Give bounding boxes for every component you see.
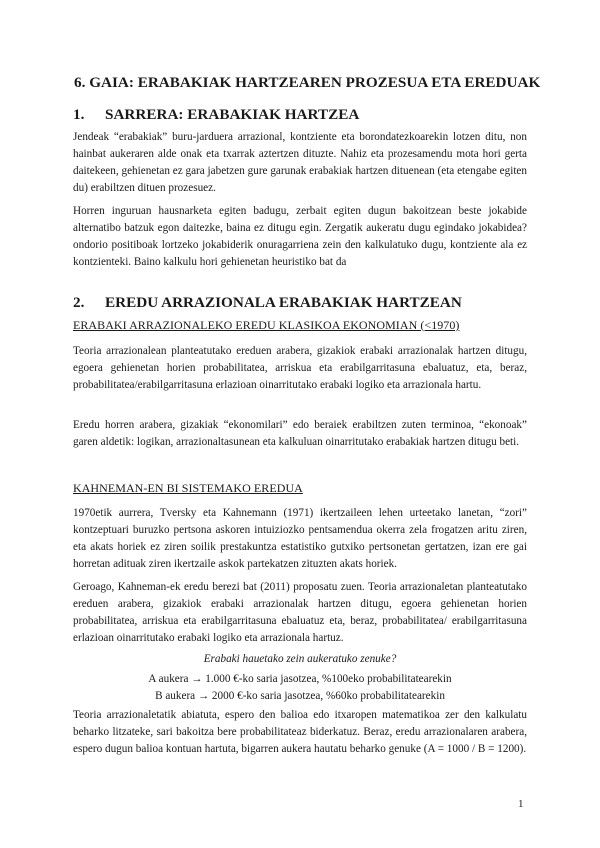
document-title: 6. GAIA: ERABAKIAK HARTZEAREN PROZESUA ETA EREDUAK	[74, 74, 541, 91]
decision-question: Erabaki hauetako zein aukeratuko zenuke?	[203, 653, 397, 665]
section-1-paragraph-2: Horren inguruan hausnarketa egiten badugu, zerbait egiten dugun bakoitzean beste jokabide alternatibo batzuk egon daitezke, baina ez ditugu egin. Zergatik aukeratu dugu egindako jokabidea? ondorio positiboak lortzeko jokabiderik onuragarriena zein den kalkulatuko dugu, kontziente ala ez kontzienteki. Baino kalkulu hori gehienetan heuristiko bat da	[73, 205, 527, 268]
kahneman-closing-paragraph: Teoria arrazionaletatik abiatuta, espero den balioa edo itxaropen matematikoa zer den kalkulatu beharko litzateke, sari bakoitza bere probabilitateaz biderkatuz. Beraz, eredu arrazionalaren arabera, espero dugun balioa kontuan hartuta, bigarren aukera hautatu beharko genuke (A = 1000 / B = 1200).	[73, 709, 527, 755]
section-1-heading	[73, 106, 359, 124]
subsection-kahneman-heading: KAHNEMAN-EN BI SISTEMAKO EREDUA	[73, 481, 303, 495]
option-b: B aukera → 2000 €-ko saria jasotzea, %60ko probabilitatearekin	[155, 690, 445, 702]
classic-model-paragraph-1: Teoria arrazionalean planteatutako ereduen arabera, gizakiok erabaki arrazionalak hartzen ditugu, egoera gehienetan horien probabilitatea, arriskua eta erabilgarritasuna ebaluatuz, eta, beraz, probabilitatea/erabilgarritasuna erlazioan oinarritutako erabaki logiko eta arrazionala hartu.	[73, 345, 527, 391]
section-2-title: EREDU ARRAZIONALA ERABAKIAK HARTZEAN	[105, 294, 462, 311]
option-a: A aukera → 1.000 €-ko saria jasotzea, %100eko probabilitatearekin	[148, 673, 452, 685]
section-1-paragraph-1: Jendeak “erabakiak” buru-jarduera arrazional, kontziente eta borondatezkoarekin lotzen ditu, non hainbat aukeraren alde onak eta txarrak aztertzen dituzte. Nahiz eta prozesamendu mota hori gerta daitekeen, gehienetan ez gara jabetzen gure garunak erabakiak hartzen dituenean (eta etengabe egiten du) erabiltzen dituen prozesuez.	[73, 131, 527, 194]
page-number: 1	[518, 798, 524, 810]
kahneman-paragraph-1: 1970etik aurrera, Tversky eta Kahnemann (1971) ikertzaileen lehen urteetako lanetan, “zori” kontzeptuari buruzko pertsona askoren intuiziozko pentsamendua okerra zela frogatzen aritu ziren, eta akats horiek ez ziren soilik prestakuntza estatistiko gutxiko pertsonetan gertatzen, izan ere gai horretan adituak ziren ikertzaile askok partekatzen zituzten akats horiek.	[73, 507, 527, 570]
subsection-classic-model-heading: ERABAKI ARRAZIONALEKO EREDU KLASIKOA EKONOMIAN (<1970)	[73, 318, 460, 332]
kahneman-paragraph-2: Geroago, Kahneman-ek eredu berezi bat (2011) proposatu zuen. Teoria arrazionaletan planteatutako ereduen arabera, gizakiok erabaki arrazionalak hartzen ditugu, egoera gehienetan horien probabilitatea, arriskua eta erabilgarritasuna ebaluatuz eta, beraz, probabilitatea/ erabilgarritasuna erlazioan oinarritutako erabaki logiko eta arrazionala hartuz.	[73, 581, 527, 644]
classic-model-paragraph-2: Eredu horren arabera, gizakiak “ekonomilari” edo beraiek erabiltzen zuten terminoa, “ekonoak” garen aldetik: logikan, arrazionaltasunean eta kalkuluan oinarritutako erabakiak hartzen ditugu beti.	[73, 419, 527, 448]
section-2-heading	[73, 294, 462, 312]
section-1-number: 1.	[73, 106, 85, 123]
section-1-title: SARRERA: ERABAKIAK HARTZEA	[105, 106, 360, 123]
section-2-number: 2.	[73, 294, 85, 311]
